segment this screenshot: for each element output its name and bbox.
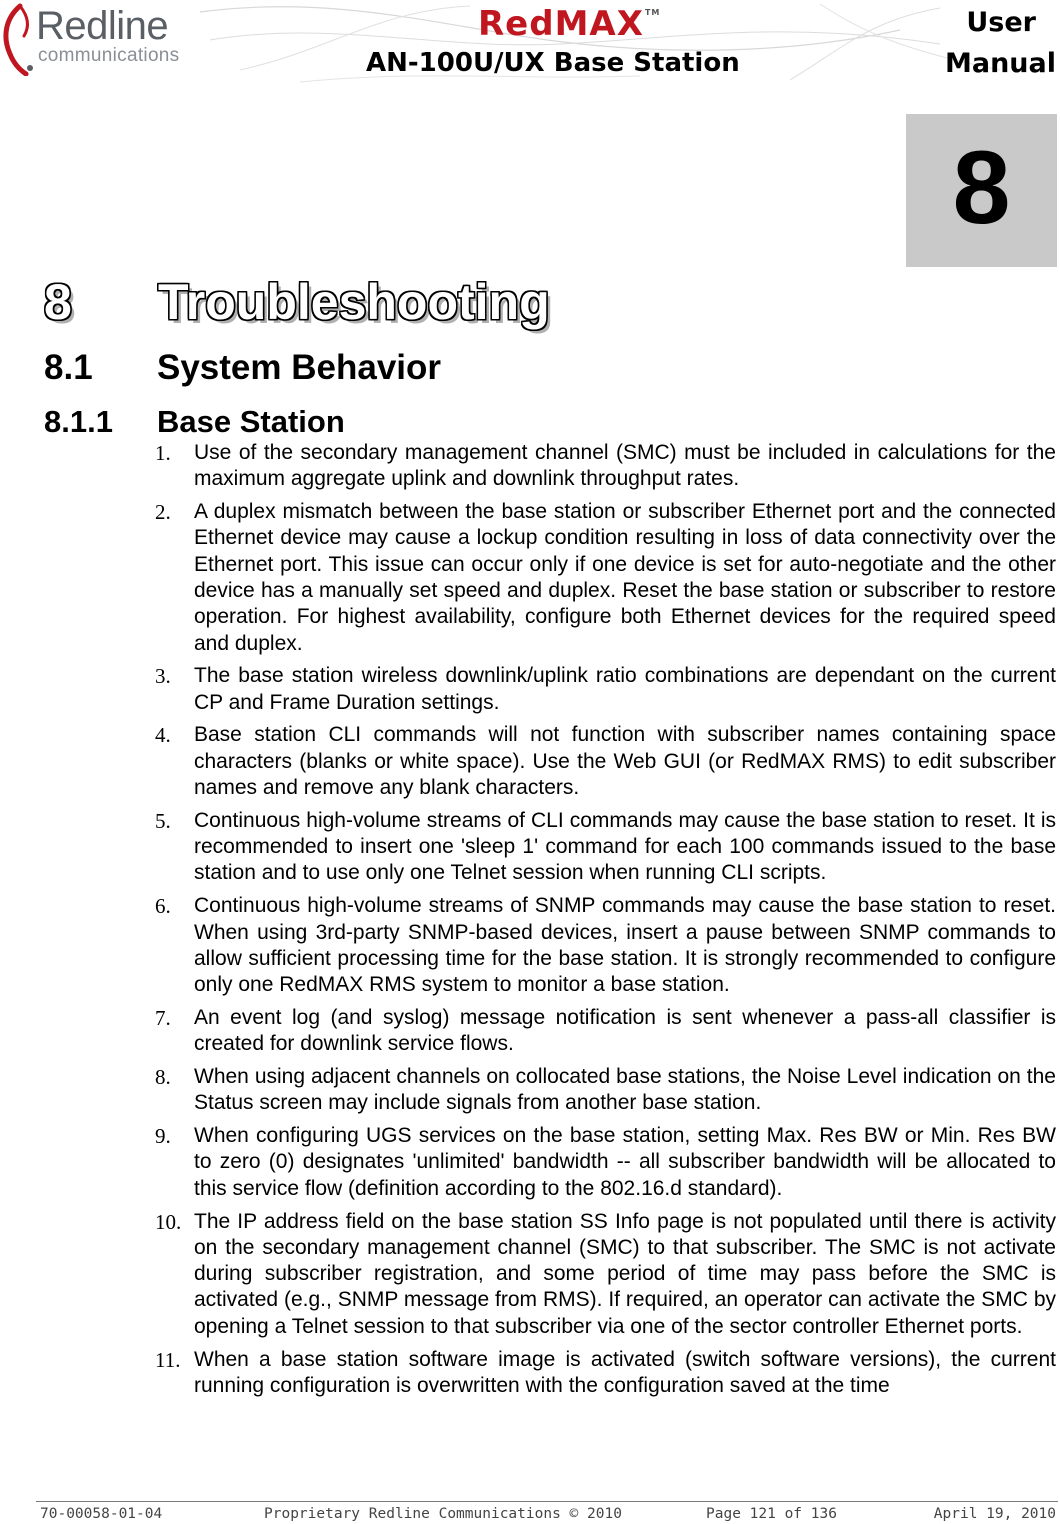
page-footer — [0, 1505, 1060, 1523]
list-item-text: A duplex mismatch between the base station or subscriber Ethernet port and the connected Ethernet device may cause a lockup condition resulting in loss of data connectivity over the Ethernet port. This issue can occur only if one device is set for auto-negotiate and the other device has a manually set speed and duplex. Reset the base station or subscriber to restore operation. For highest availability, configure both Ethernet devices for the required speed and duplex. — [194, 500, 1056, 655]
footer-doc-number: 70-00058-01-04 — [40, 1506, 163, 1522]
brand-text: RedMAX — [478, 4, 644, 44]
list-item-number: 1. — [155, 441, 171, 465]
redmax-brand — [478, 4, 660, 44]
footer-page-number: Page 121 of 136 — [706, 1506, 837, 1522]
list-item-text: Base station CLI commands will not function with subscriber names containing space characters (blanks or white space). Use the Web GUI (or RedMAX RMS) to edit subscriber names and remove any blank characters. — [194, 723, 1056, 800]
list-item-number: 6. — [155, 894, 171, 919]
chapter-tab-number: 8 — [952, 130, 1011, 246]
list-item — [155, 808, 1056, 887]
redline-swoosh-icon — [0, 2, 40, 76]
list-item-text: When a base station software image is activated (switch software versions), the current running configuration is overwritten with the configuration saved at the time — [194, 1347, 1056, 1397]
subsection-heading-number: 8.1.1 — [44, 404, 113, 439]
manual-title-line2: Manual — [944, 48, 1056, 79]
list-item-number: 3. — [155, 664, 171, 689]
list-item-number: 5. — [155, 808, 171, 833]
list-item — [155, 722, 1056, 801]
brand-trademark: TM — [644, 8, 661, 17]
list-item-text: The IP address field on the base station SS Info page is not populated until there is activity on the secondary management channel (SMC) to that subscriber. The SMC is not activate during subscriber registration, and some period of time may pass before the SMC is activated (e.g., SNMP message from RMS). If required, an operator can activate the SMC by opening a Telnet session to that subscriber via one of the sector controller Ethernet ports. — [194, 1209, 1056, 1338]
list-item-text: The base station wireless downlink/uplink ratio combinations are dependant on the current CP and Frame Duration settings. — [194, 664, 1056, 714]
chapter-heading-number: 8 — [44, 274, 72, 330]
list-item-text: Use of the secondary management channel (SMC) must be included in calculations for the maximum aggregate uplink and downlink throughput rates. — [194, 441, 1056, 491]
list-item-number: 4. — [155, 723, 171, 748]
section-heading-number: 8.1 — [44, 348, 93, 387]
list-item-text: Continuous high-volume streams of SNMP commands may cause the base station to reset. When using 3rd-party SNMP-based devices, insert a pause between SNMP commands to allow sufficient processing time for the base station. It is strongly recommended to configure only one RedMAX RMS system to monitor a base station. — [194, 894, 1056, 997]
list-item — [155, 499, 1056, 657]
list-item — [155, 1347, 1056, 1400]
troubleshooting-list — [155, 440, 1056, 1406]
product-title: AN-100U/UX Base Station — [366, 48, 740, 78]
redline-logo — [0, 0, 210, 80]
logo-subtitle: communications — [38, 45, 180, 66]
list-item-number: 11. — [155, 1347, 181, 1372]
footer-proprietary: Proprietary Redline Communications © 2010 — [264, 1506, 622, 1522]
page-header — [0, 0, 1060, 98]
list-item-text: When configuring UGS services on the base station, setting Max. Res BW or Min. Res BW to zero (0) designates 'unlimited' bandwidth -- all subscriber bandwidth will be allocated to this service flow (definition according to the 802.16.d standard). — [194, 1124, 1056, 1200]
list-item-number: 10. — [155, 1209, 182, 1234]
list-item — [155, 440, 1056, 493]
chapter-tab — [906, 114, 1057, 267]
list-item-number: 2. — [155, 500, 171, 525]
list-item-text: Continuous high-volume streams of CLI commands may cause the base station to reset. It is recommended to insert one 'sleep 1' command for each 100 commands issued to the base station and to use only one Telnet session when running CLI scripts. — [194, 808, 1056, 885]
manual-title-line1: User — [966, 7, 1036, 38]
chapter-heading — [44, 272, 550, 332]
chapter-heading-title: Troubleshooting — [158, 274, 550, 330]
footer-divider — [36, 1501, 1058, 1502]
section-heading-title: System Behavior — [157, 348, 442, 387]
logo-wordmark: Redline — [36, 4, 169, 48]
list-item-text: When using adjacent channels on collocated base stations, the Noise Level indication on the Status screen may include signals from another base station. — [194, 1065, 1056, 1115]
list-item-number: 9. — [155, 1124, 171, 1149]
manual-title — [916, 2, 1056, 84]
list-item-number: 8. — [155, 1065, 171, 1090]
list-item — [155, 1064, 1056, 1117]
section-heading — [44, 348, 441, 388]
list-item — [155, 663, 1056, 716]
list-item — [155, 1209, 1056, 1340]
list-item — [155, 1005, 1056, 1058]
list-item — [155, 893, 1056, 998]
subsection-heading-title: Base Station — [157, 404, 345, 439]
list-item-text: An event log (and syslog) message notification is sent whenever a pass-all classifier is created for downlink service flows. — [194, 1005, 1056, 1056]
subsection-heading — [44, 404, 345, 440]
list-item-number: 7. — [155, 1005, 171, 1030]
list-item — [155, 1123, 1056, 1202]
footer-date: April 19, 2010 — [933, 1506, 1056, 1522]
